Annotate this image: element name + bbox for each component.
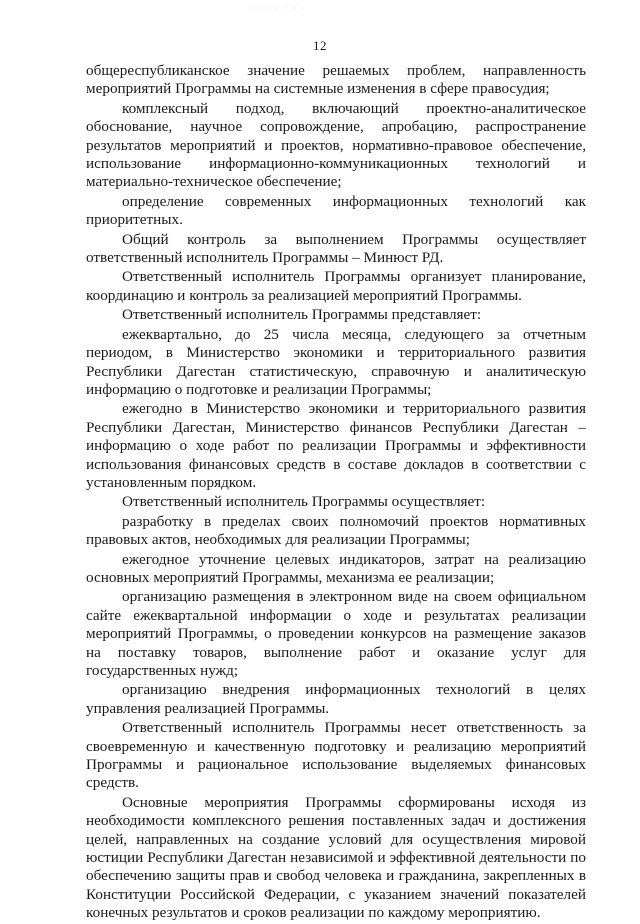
paragraph-2: комплексный подход, включающий проектно-аналитическое обоснование, научное сопровождение, апробацию, распространение результатов мероприятий и проектов, нормативно-правовое обеспечение, использование информационно-коммуникационных технологий и материально-техническое обеспечение; <box>86 99 586 191</box>
page-number: 12 <box>313 38 327 53</box>
paragraph-15: Основные мероприятия Программы сформированы исходя из необходимости комплексного решения поставленных задач и достижения целей, направленных на создание условий для осуществления мировой юстиции Республики Дагестан независимой и эффективной деятельности по обеспечению защиты прав и свобод человека и гражданина, закрепленных в Конституции Российской Федерации, с указанием значений показателей конечных результатов и сроков реализации по каждому мероприятию. <box>86 793 586 922</box>
paragraph-13: организацию внедрения информационных технологий в целях управления реализацией Программы. <box>86 681 586 717</box>
faint-stamp-mark: · · · · · · · <box>250 4 307 13</box>
paragraph-12: организацию размещения в электронном виде на своем официальном сайте ежеквартальной информации о ходе и результатах реализации мероприятий Программы, о проведении конкурсов на размещение заказов на поставку товаров, выполнение работ и оказание услуг для государственных нужд; <box>86 588 586 679</box>
paragraph-4: Общий контроль за выполнением Программы осуществляет ответственный исполнитель Программы – Минюст РД. <box>86 230 586 267</box>
document-body <box>86 62 586 924</box>
paragraph-5: Ответственный исполнитель Программы организует планирование, координацию и контроль за реализацией мероприятий Программы. <box>86 268 586 304</box>
paragraph-6: Ответственный исполнитель Программы представляет: <box>122 306 482 324</box>
paragraph-9: Ответственный исполнитель Программы осуществляет: <box>122 493 486 511</box>
paragraph-8: ежегодно в Министерство экономики и территориального развития Республики Дагестан, Министерство финансов Республики Дагестан – информацию о ходе работ по реализации Программы и эффективности использования финансовых средств в составе докладов в соответствии с установленным порядком. <box>86 400 586 491</box>
paragraph-11: ежегодное уточнение целевых индикаторов, затрат на реализацию основных мероприятий Программы, механизма ее реализации; <box>86 550 586 586</box>
paragraph-1: общереспубликанское значение решаемых проблем, направленность мероприятий Программы на системные изменения в сфере правосудия; <box>86 62 586 98</box>
paragraph-14: Ответственный исполнитель Программы несет ответственность за своевременную и качественную подготовку и реализацию мероприятий Программы и рациональное использование выделяемых финансовых средств. <box>86 719 586 792</box>
paragraph-7: ежеквартально, до 25 числа месяца, следующего за отчетным периодом, в Министерство экономики и территориального развития Республики Дагестан статистическую, справочную и аналитическую информацию о подготовке и реализации Программы; <box>86 325 586 398</box>
paragraph-3: определение современных информационных технологий как приоритетных. <box>86 192 586 229</box>
paragraph-10: разработку в пределах своих полномочий проектов нормативных правовых актов, необходимых для реализации Программы; <box>86 512 586 549</box>
